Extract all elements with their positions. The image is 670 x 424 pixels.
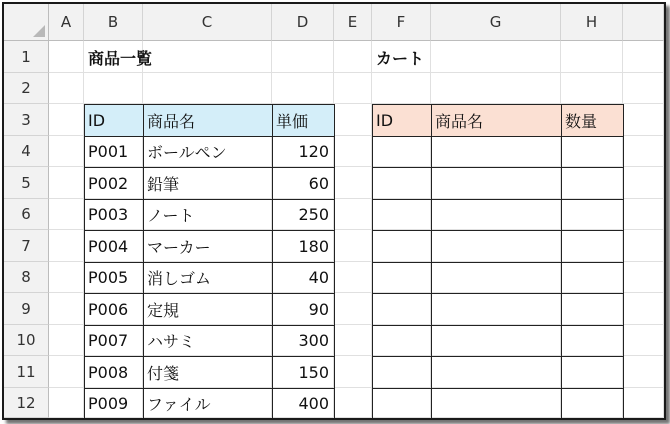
grid-cell[interactable] [49, 230, 84, 262]
grid-cell[interactable] [334, 388, 372, 418]
grid-cell[interactable] [623, 293, 664, 325]
row-header-1[interactable]: 1 [4, 41, 49, 73]
grid-cell[interactable] [84, 73, 143, 104]
grid-cell[interactable] [561, 73, 623, 104]
row-header-12[interactable]: 12 [4, 388, 49, 418]
grid-cell[interactable] [49, 199, 84, 230]
unit-price-cell[interactable]: 400 [298, 393, 329, 413]
product-name-cell[interactable]: ノート [147, 206, 195, 225]
grid-cell[interactable] [334, 230, 372, 262]
row-header-3[interactable]: 3 [4, 104, 49, 136]
cart-header-0[interactable]: ID [376, 110, 394, 130]
product-name-cell[interactable]: ボールペン [147, 143, 227, 162]
unit-price-cell[interactable]: 180 [298, 236, 329, 256]
product-list-title[interactable]: 商品一覧 [88, 48, 153, 68]
grid-cell[interactable] [49, 104, 84, 136]
grid-cell[interactable] [431, 41, 561, 73]
column-header-h[interactable]: H [561, 4, 623, 41]
cart-header-2[interactable]: 数量 [565, 111, 598, 131]
column-header-next[interactable] [623, 4, 664, 41]
product-id-cell[interactable]: P004 [88, 236, 129, 256]
select-all-corner[interactable] [4, 4, 49, 41]
row-header-5[interactable]: 5 [4, 167, 49, 199]
product-header-2[interactable]: 単価 [276, 111, 309, 131]
product-name-cell[interactable]: ハサミ [147, 332, 196, 351]
column-header-c[interactable]: C [143, 4, 272, 41]
product-name-cell[interactable]: 付箋 [147, 363, 180, 383]
unit-price-cell[interactable]: 300 [298, 331, 329, 350]
cart-table-vline [561, 104, 562, 418]
cart-table-hline [372, 293, 623, 294]
column-header-d[interactable]: D [272, 4, 334, 41]
cart-table-hline [372, 356, 623, 357]
grid-cell[interactable] [334, 293, 372, 325]
unit-price-cell[interactable]: 90 [308, 299, 329, 319]
grid-cell[interactable] [431, 73, 561, 104]
select-all-triangle-icon [33, 25, 45, 37]
unit-price-cell[interactable]: 60 [308, 173, 329, 193]
grid-cell[interactable] [623, 136, 664, 167]
grid-cell[interactable] [334, 199, 372, 230]
unit-price-cell[interactable]: 250 [298, 205, 329, 224]
grid-cell[interactable] [49, 262, 84, 293]
grid-cell[interactable] [143, 73, 272, 104]
row-header-10[interactable]: 10 [4, 325, 49, 356]
product-id-cell[interactable]: P006 [88, 299, 129, 319]
column-header-e[interactable]: E [334, 4, 372, 41]
grid-cell[interactable] [623, 41, 664, 73]
grid-cell[interactable] [334, 41, 372, 73]
grid-cell[interactable] [49, 73, 84, 104]
row-header-2[interactable]: 2 [4, 73, 49, 104]
grid-cell[interactable] [49, 325, 84, 356]
grid-cell[interactable] [49, 356, 84, 388]
grid-cell[interactable] [272, 41, 334, 73]
grid-cell[interactable] [49, 41, 84, 73]
product-id-cell[interactable]: P001 [88, 142, 129, 161]
product-name-cell[interactable]: ファイル [147, 394, 211, 414]
grid-cell[interactable] [623, 325, 664, 356]
grid-cell[interactable] [272, 73, 334, 104]
product-header-1[interactable]: 商品名 [147, 111, 196, 131]
spreadsheet-window [2, 2, 666, 420]
unit-price-cell[interactable]: 150 [298, 362, 329, 382]
grid-cell[interactable] [623, 104, 664, 136]
column-header-f[interactable]: F [372, 4, 431, 41]
column-header-a[interactable]: A [49, 4, 84, 41]
cart-table-hline [372, 230, 623, 231]
cart-table-vline [431, 104, 432, 418]
unit-price-cell[interactable]: 120 [298, 142, 329, 161]
grid-cell[interactable] [623, 199, 664, 230]
grid-cell[interactable] [49, 388, 84, 418]
cart-title[interactable]: カート [376, 48, 425, 68]
grid-cell[interactable] [334, 167, 372, 199]
product-id-cell[interactable]: P005 [88, 268, 129, 287]
row-header-8[interactable]: 8 [4, 262, 49, 293]
grid-cell[interactable] [372, 73, 431, 104]
grid-cell[interactable] [623, 167, 664, 199]
cart-table-hline [372, 199, 623, 200]
cart-table-hline [372, 136, 623, 137]
grid-cell[interactable] [334, 262, 372, 293]
grid-cell[interactable] [49, 167, 84, 199]
grid-cell[interactable] [49, 293, 84, 325]
unit-price-cell[interactable]: 40 [308, 268, 329, 287]
grid-cell[interactable] [49, 136, 84, 167]
cart-header-1[interactable]: 商品名 [435, 111, 484, 131]
product-id-cell[interactable]: P008 [88, 362, 129, 382]
grid-cell[interactable] [623, 388, 664, 418]
grid-cell[interactable] [623, 230, 664, 262]
product-id-cell[interactable]: P002 [88, 173, 129, 193]
product-id-cell[interactable]: P009 [88, 393, 129, 413]
product-id-cell[interactable]: P007 [88, 331, 129, 350]
product-id-cell[interactable]: P003 [88, 205, 129, 224]
cart-table-hline [372, 388, 623, 389]
spreadsheet-grid [4, 4, 664, 418]
product-header-0[interactable]: ID [88, 110, 106, 130]
product-name-cell[interactable]: マーカー [147, 237, 211, 257]
grid-cell[interactable] [623, 73, 664, 104]
row-header-7[interactable]: 7 [4, 230, 49, 262]
row-header-9[interactable]: 9 [4, 293, 49, 325]
grid-cell[interactable] [334, 73, 372, 104]
cart-table-hline [372, 262, 623, 263]
grid-cell[interactable] [334, 104, 372, 136]
row-header-11[interactable]: 11 [4, 356, 49, 388]
grid-cell[interactable] [623, 356, 664, 388]
grid-cell[interactable] [334, 356, 372, 388]
product-name-cell[interactable]: 鉛筆 [147, 174, 180, 194]
cart-table-hline [372, 325, 623, 326]
cart-table-hline [372, 167, 623, 168]
product-name-cell[interactable]: 定規 [147, 300, 180, 320]
grid-cell[interactable] [561, 41, 623, 73]
grid-cell[interactable] [334, 325, 372, 356]
grid-cell[interactable] [143, 41, 272, 73]
grid-cell[interactable] [334, 136, 372, 167]
column-header-g[interactable]: G [431, 4, 561, 41]
column-header-b[interactable]: B [84, 4, 143, 41]
product-name-cell[interactable]: 消しゴム [147, 269, 212, 288]
row-header-4[interactable]: 4 [4, 136, 49, 167]
row-header-6[interactable]: 6 [4, 199, 49, 230]
grid-cell[interactable] [623, 262, 664, 293]
